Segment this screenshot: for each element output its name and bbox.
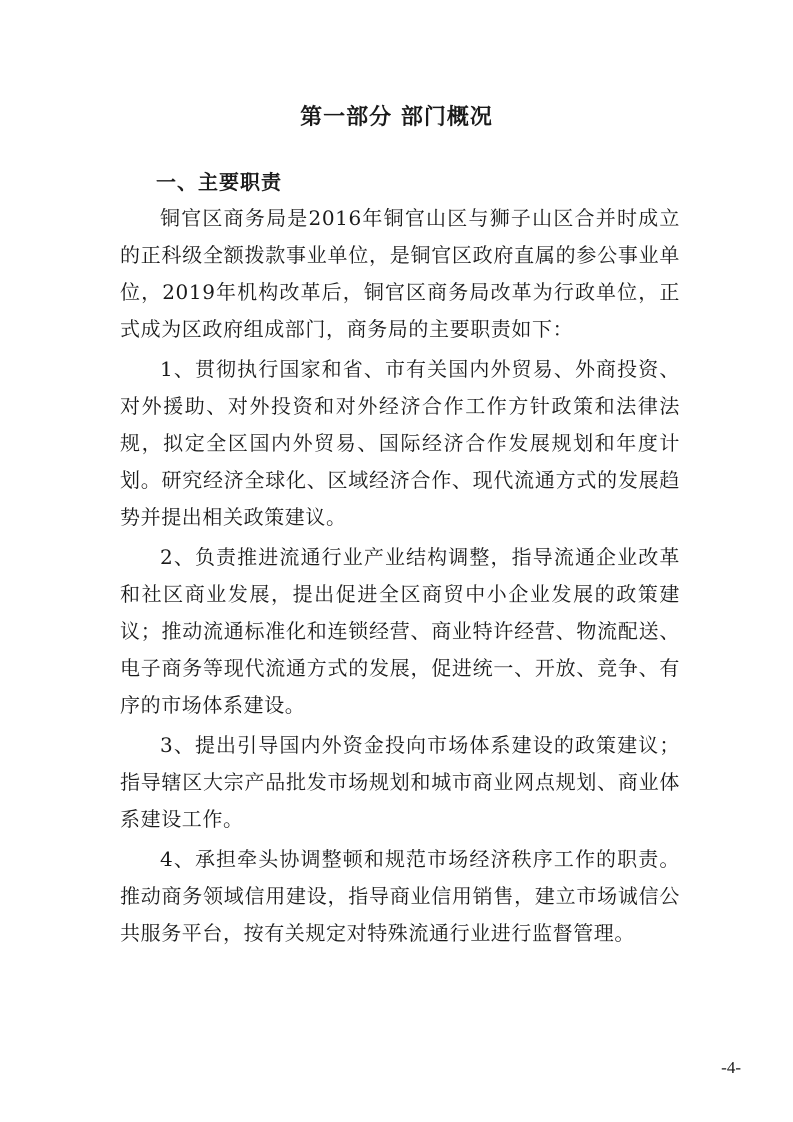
paragraph-duty-4: 4、承担牵头协调整顿和规范市场经济秩序工作的职责。推动商务领域信用建设，指导商业信用销售，建立市场诚信公共服务平台，按有关规定对特殊流通行业进行监督管理。	[120, 847, 680, 945]
section-heading: 一、主要职责	[156, 170, 282, 194]
paragraph-duty-2: 2、负责推进流通行业产业结构调整，指导流通企业改革和社区商业发展，提出促进全区商贸中小企业发展的政策建议；推动流通标准化和连锁经营、商业特许经营、物流配送、电子商务等现代流通方式的发展，促进统一、开放、竞争、有序的市场体系建设。	[120, 545, 680, 717]
paragraph-duty-1: 1、贯彻执行国家和省、市有关国内外贸易、外商投资、对外援助、对外投资和对外经济合作工作方针政策和法律法规，拟定全区国内外贸易、国际经济合作发展规划和年度计划。研究经济全球化、区域经济合作、现代流通方式的发展趋势并提出相关政策建议。	[120, 357, 680, 529]
page-title: 第一部分 部门概况	[300, 105, 493, 130]
page-number: -4-	[721, 1058, 741, 1077]
body-text	[120, 200, 680, 955]
paragraph-intro: 铜官区商务局是2016年铜官山区与狮子山区合并时成立的正科级全额拨款事业单位，是铜官区政府直属的参公事业单位，2019年机构改革后，铜官区商务局改革为行政单位，正式成为区政府组成部门，商务局的主要职责如下：	[120, 206, 680, 341]
paragraph-duty-3: 3、提出引导国内外资金投向市场体系建设的政策建议；指导辖区大宗产品批发市场规划和城市商业网点规划、商业体系建设工作。	[120, 733, 680, 831]
